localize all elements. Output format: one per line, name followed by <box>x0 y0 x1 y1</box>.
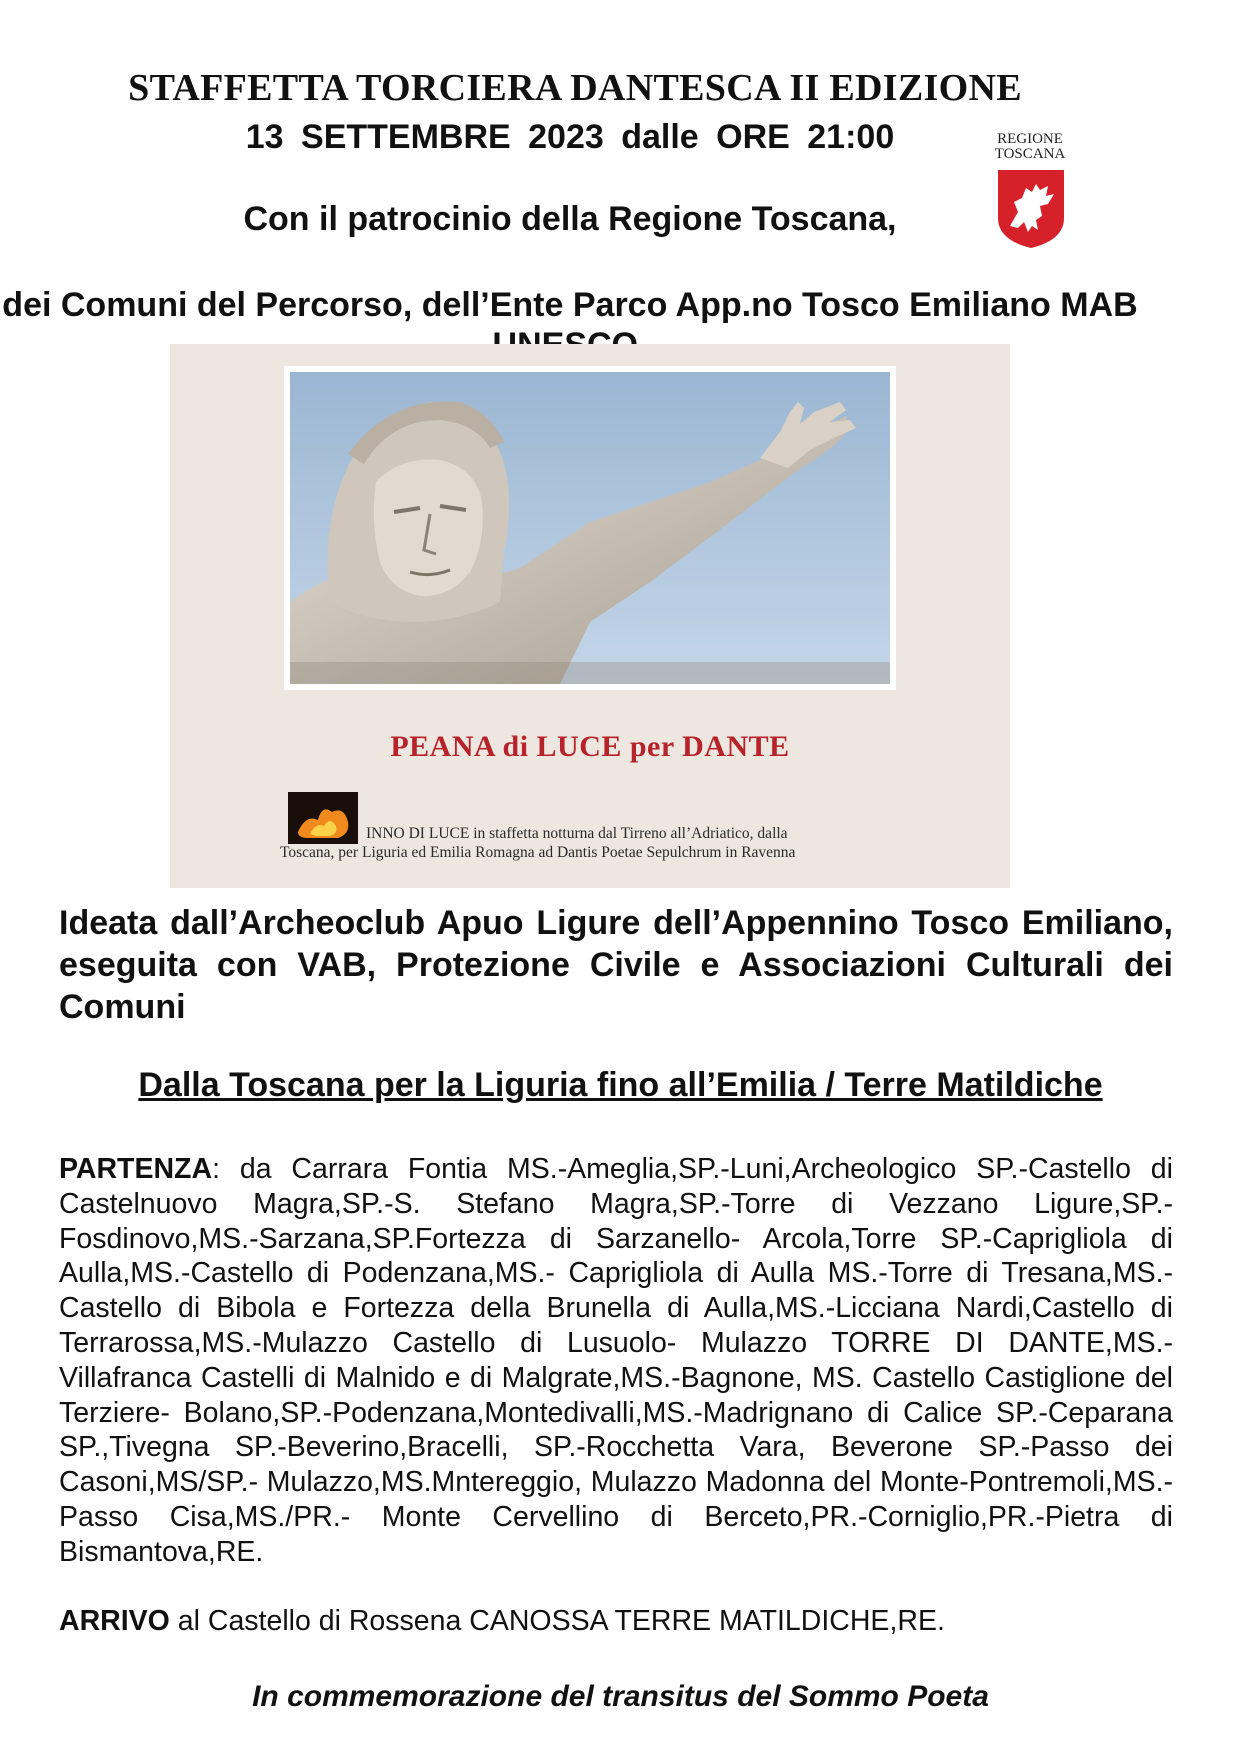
dante-statue-illustration <box>290 372 890 684</box>
dante-statue-photo <box>284 366 896 690</box>
poster-caption-line-2: Toscana, per Liguria ed Emilia Romagna ad Dantis Poetae Sepulchrum in Ravenna <box>280 844 796 861</box>
poster-image <box>170 344 1010 888</box>
organizers-paragraph: Ideata dall’Archeoclub Apuo Ligure dell’Appennino Tosco Emiliano, eseguita con VAB, Protezione Civile e Associazioni Culturali dei Comuni <box>59 904 1173 1026</box>
pegasus-shield-icon <box>996 168 1066 250</box>
document-title: STAFFETTA TORCIERA DANTESCA II EDIZIONE <box>128 67 1022 109</box>
poster-caption <box>280 824 920 862</box>
logo-text <box>980 132 1080 162</box>
regione-toscana-logo <box>980 132 1080 250</box>
arrival-paragraph <box>59 1604 1173 1638</box>
route-heading: Dalla Toscana per la Liguria fino all’Emilia / Terre Matildiche <box>138 1066 1103 1104</box>
patronage-line-1: Con il patrocinio della Regione Toscana, <box>243 200 897 238</box>
departure-route: : da Carrara Fontia MS.-Ameglia,SP.-Luni,Archeologico SP.-Castello di Castelnuovo Magra,SP.-S. Stefano Magra,SP.-Torre di Vezzano Ligure,SP.-Fosdinovo,MS.-Sarzana,SP.Fortezza di Sarzanello- Arcola,Torre SP.-Caprigliola di Aulla,MS.-Castello di Podenzana,MS.- Caprigliola di Aulla MS.-Torre di Tresana,MS.-Castello di Bibola e Fortezza della Brunella di Aulla,MS.-Licciana Nardi,Castello di Terrarossa,MS.-Mulazzo Castello di Lusuolo- Mulazzo TORRE DI DANTE,MS.-Villafranca Castelli di Malnido e di Malgrate,MS.-Bagnone, MS. Castello Castiglione del Terziere- Bolano,SP.-Podenzana,Montedivalli,MS.-Madrignano di Calice SP.-Ceparana SP.,Tivegna SP.-Beverino,Bracelli, SP.-Rocchetta Vara, Beverone SP.-Passo dei Casoni,MS/SP.- Mulazzo,MS.Mntereggio, Mulazzo Madonna del Monte-Pontremoli,MS.-Passo Cisa,MS./PR.- Monte Cervellino di Berceto,PR.-Corniglio,PR.-Pietra di Bismantova,RE. <box>59 1153 1173 1568</box>
logo-text-line-2: TOSCANA <box>994 146 1066 162</box>
commemoration-line: In commemorazione del transitus del Sommo Poeta <box>252 1680 989 1713</box>
arrival-label: ARRIVO <box>59 1605 170 1637</box>
poster-title: PEANA di LUCE per DANTE <box>390 730 790 763</box>
event-date: 13 SETTEMBRE 2023 dalle ORE 21:00 <box>245 118 895 156</box>
arrival-text: al Castello di Rossena CANOSSA TERRE MATILDICHE,RE. <box>169 1605 945 1637</box>
departure-paragraph <box>59 1152 1173 1570</box>
logo-text-line-1: REGIONE <box>997 131 1063 147</box>
poster-caption-line-1: INNO DI LUCE in staffetta notturna dal Tirreno all’Adriatico, dalla <box>366 825 788 842</box>
departure-label: PARTENZA <box>59 1153 213 1185</box>
patronage-line-2: dei Comuni del Percorso, dell’Ente Parco App.no Tosco Emiliano MAB <box>2 286 1138 324</box>
